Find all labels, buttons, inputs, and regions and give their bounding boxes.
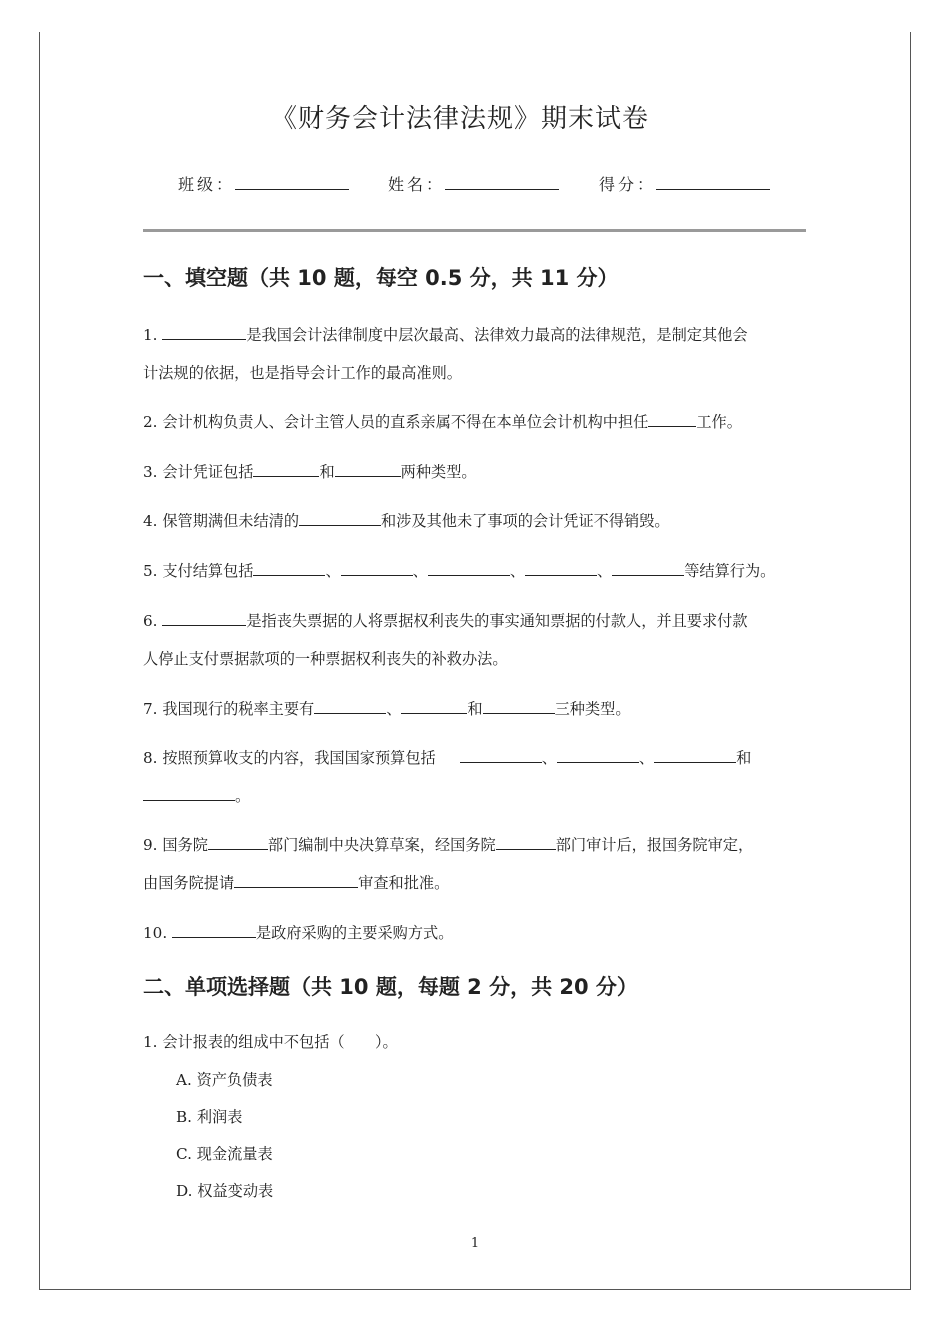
exam-title: 《财务会计法律法规》期末试卷: [270, 104, 649, 134]
answer-blank[interactable]: [253, 561, 325, 576]
answer-blank[interactable]: [253, 462, 319, 477]
answer-blank[interactable]: [341, 561, 413, 576]
page-border-left: [39, 32, 40, 1290]
question-10: 10. 是政府采购的主要采购方式。: [143, 924, 454, 942]
name-blank[interactable]: [445, 173, 559, 190]
answer-blank[interactable]: [525, 561, 597, 576]
section-heading-single-choice: 二、单项选择题（共 10 题，每题 2 分，共 20 分）: [143, 975, 638, 999]
question-4: 4. 保管期满但未结清的 和涉及其他未了事项的会计凭证不得销毁。: [143, 512, 670, 530]
answer-blank[interactable]: [299, 511, 381, 526]
answer-blank[interactable]: [208, 835, 268, 850]
score-label: 得分：: [599, 175, 657, 194]
answer-blank[interactable]: [335, 462, 401, 477]
page-border-bottom: [39, 1289, 911, 1290]
page-border-right: [910, 32, 911, 1290]
answer-blank[interactable]: [143, 786, 235, 801]
answer-blank[interactable]: [428, 561, 510, 576]
option-a[interactable]: A. 资产负债表: [176, 1071, 273, 1089]
answer-blank[interactable]: [162, 325, 246, 340]
class-blank[interactable]: [235, 173, 349, 190]
option-b[interactable]: B. 利润表: [176, 1108, 243, 1126]
question-3: 3. 会计凭证包括 和 两种类型。: [143, 463, 477, 481]
option-d[interactable]: D. 权益变动表: [176, 1182, 274, 1200]
name-label: 姓名：: [388, 175, 446, 194]
option-c[interactable]: C. 现金流量表: [176, 1145, 273, 1163]
name-field: [388, 172, 559, 195]
answer-blank[interactable]: [460, 748, 542, 763]
question-9: 9. 国务院 部门编制中央决算草案，经国务院 部门审计后，报国务院审定， 由国务院提请 审查和批准。: [143, 836, 754, 892]
question-2: 2. 会计机构负责人、会计主管人员的直系亲属不得在本单位会计机构中担任 工作。: [143, 413, 742, 431]
answer-blank[interactable]: [234, 873, 358, 888]
answer-blank[interactable]: [401, 699, 467, 714]
question-6: 6. 是指丧失票据的人将票据权利丧失的事实通知票据的付款人，并且要求付款 人停止支付票据款项的一种票据权利丧失的补救办法。: [143, 612, 748, 668]
student-info-row: [0, 172, 950, 196]
score-blank[interactable]: [656, 173, 770, 190]
score-field: [599, 172, 770, 195]
answer-blank[interactable]: [162, 611, 246, 626]
answer-blank[interactable]: [314, 699, 386, 714]
page-number: 1: [470, 1236, 480, 1251]
answer-blank[interactable]: [648, 412, 696, 427]
answer-blank[interactable]: [654, 748, 736, 763]
class-label: 班级：: [178, 175, 236, 194]
answer-blank[interactable]: [496, 835, 556, 850]
choice-question-1: 1. 会计报表的组成中不包括（ ）。: [143, 1033, 398, 1051]
question-1: 1. 是我国会计法律制度中层次最高、法律效力最高的法律规范，是制定其他会 计法规的依据，也是指导会计工作的最高准则。: [143, 326, 748, 382]
answer-blank[interactable]: [612, 561, 684, 576]
answer-blank[interactable]: [557, 748, 639, 763]
question-5: 5. 支付结算包括 、 、 、 、 等结算行为。: [143, 562, 776, 580]
section-heading-fill-blank: 一、填空题（共 10 题，每空 0.5 分，共 11 分）: [143, 266, 619, 290]
answer-blank[interactable]: [483, 699, 555, 714]
question-7: 7. 我国现行的税率主要有 、 和 三种类型。: [143, 700, 631, 718]
question-8: 8. 按照预算收支的内容，我国国家预算包括 、 、 和 。: [143, 749, 752, 805]
header-divider: [143, 229, 806, 232]
class-field: [178, 172, 349, 195]
answer-blank[interactable]: [172, 923, 256, 938]
